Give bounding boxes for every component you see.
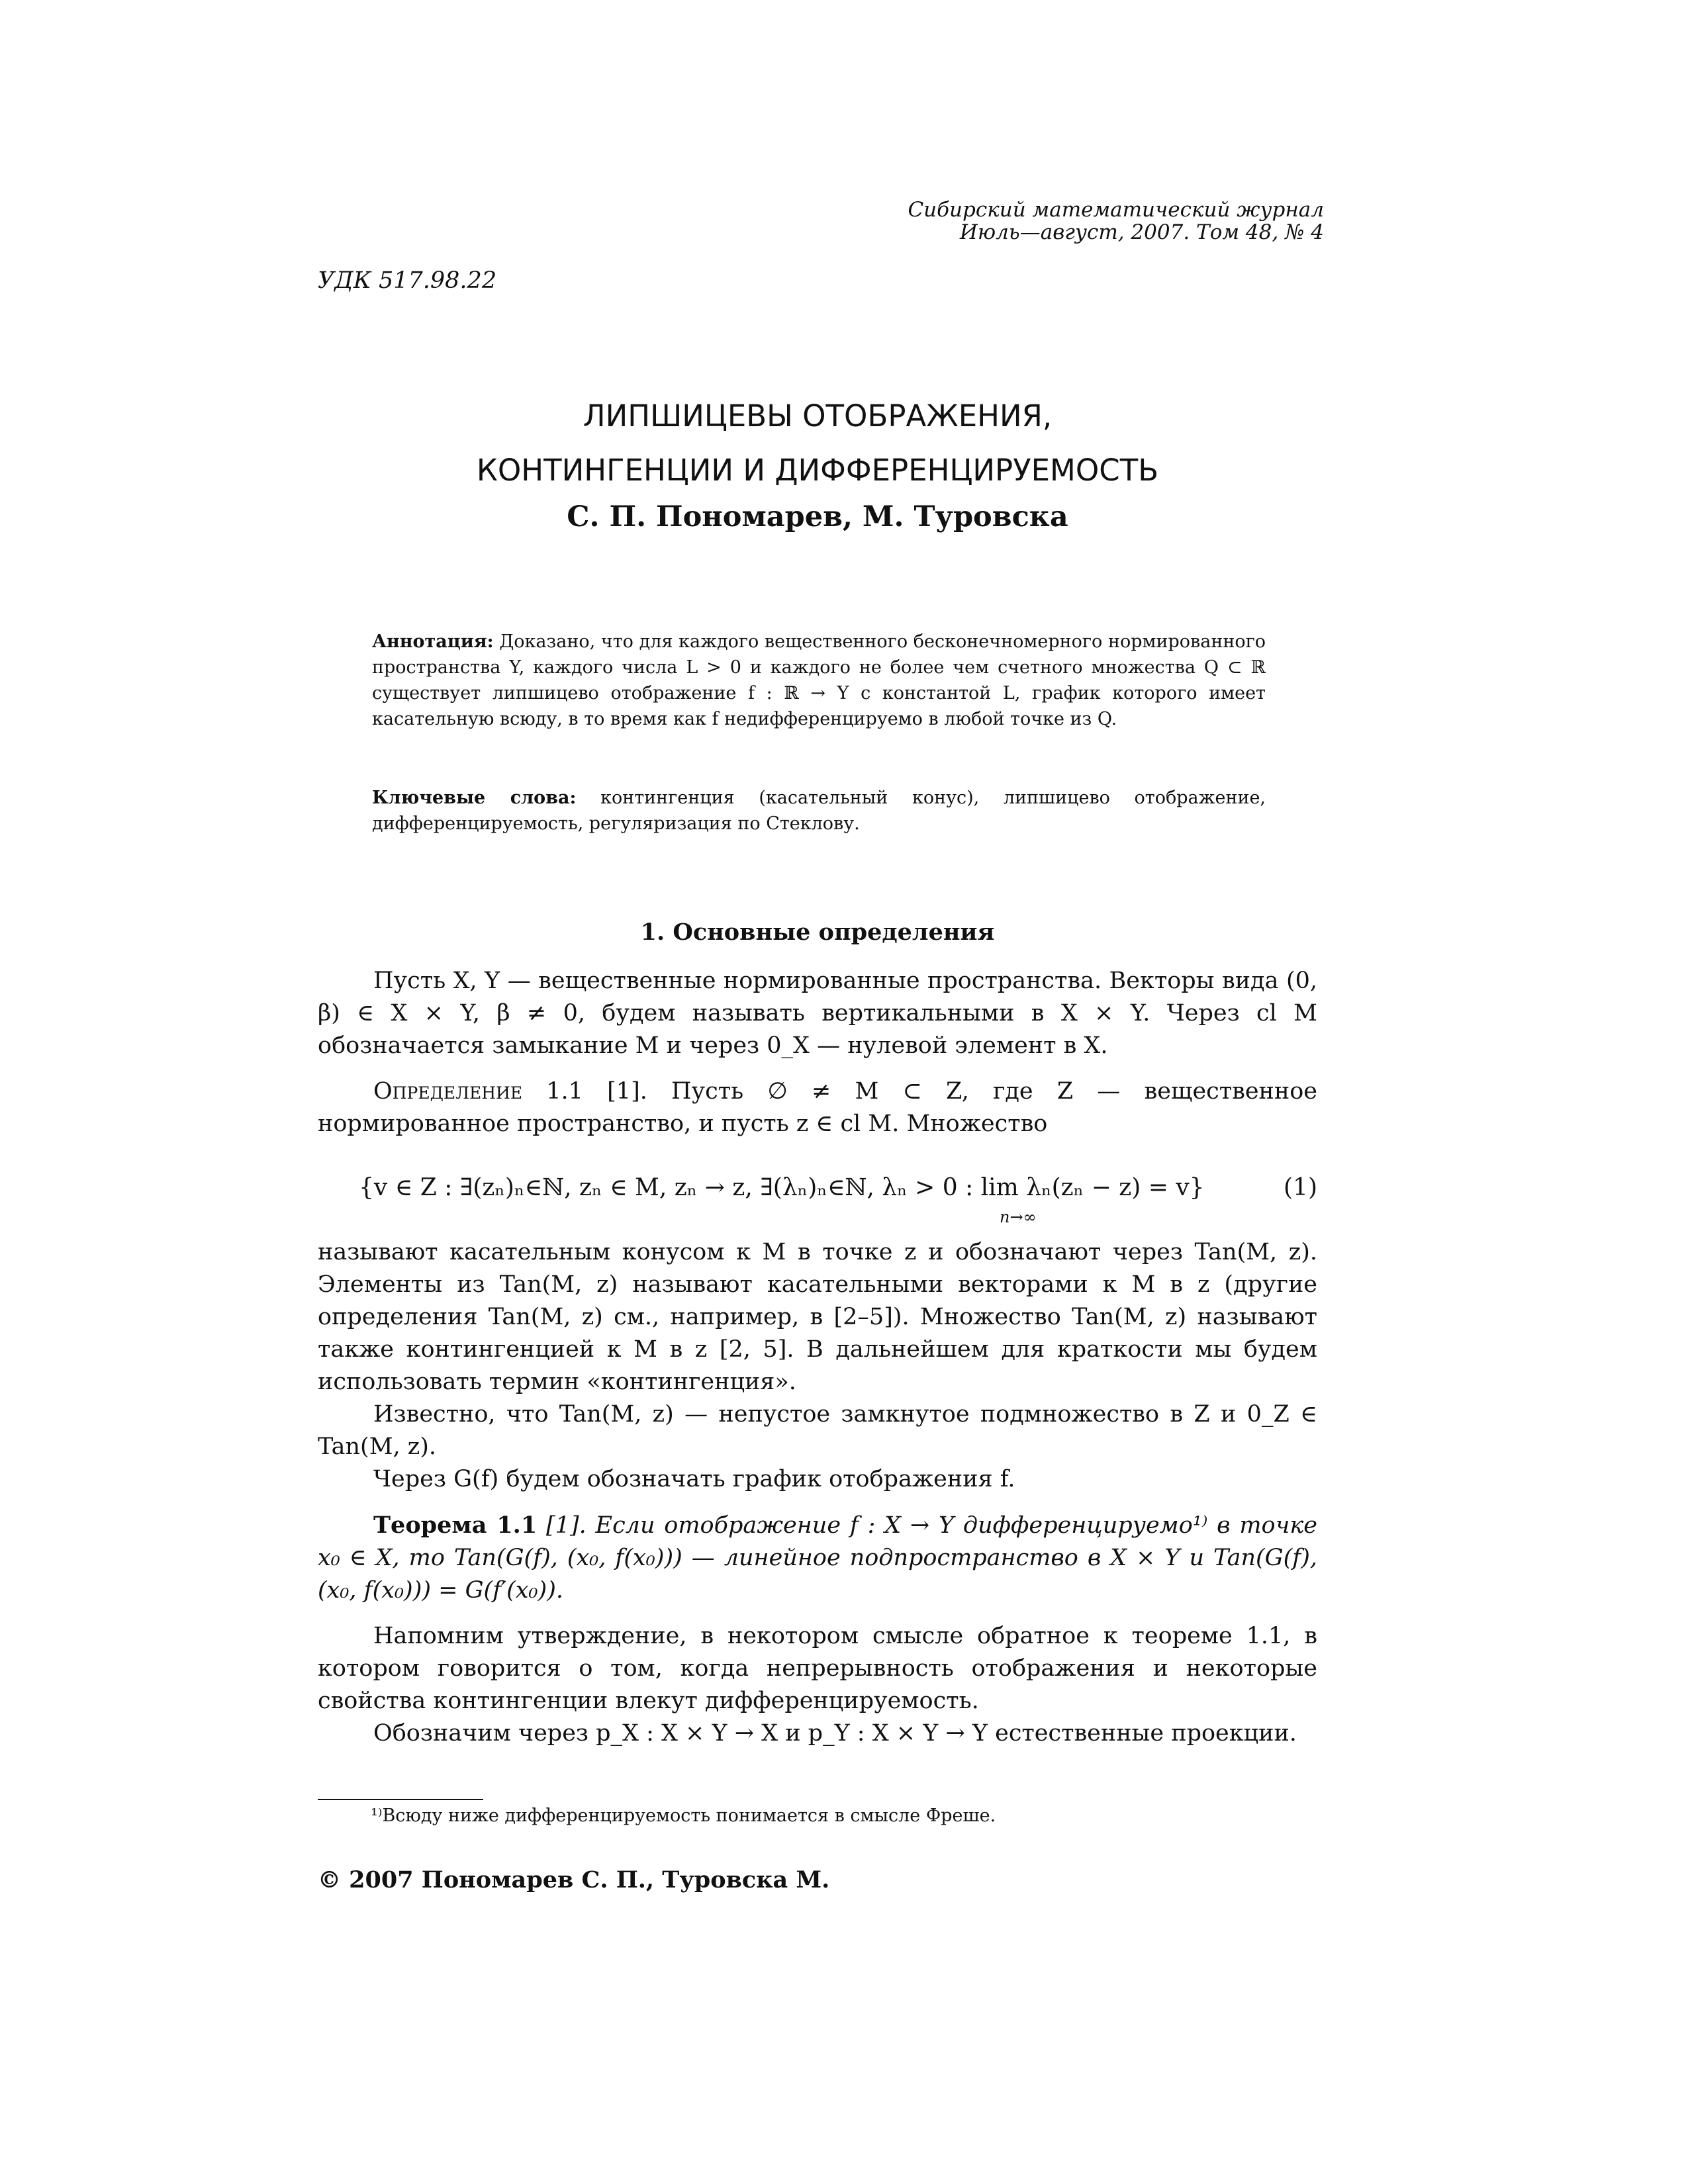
footnote-divider — [318, 1799, 483, 1800]
paragraph-6: Обозначим через p_X : X × Y → X и p_Y : X × Y → Y естественные проекции. — [373, 1720, 1297, 1747]
journal-header — [662, 199, 1324, 244]
theorem-label: Теорема 1.1 — [373, 1512, 538, 1539]
footnote: ¹⁾Всюду ниже дифференцируемость понимается в смысле Фреше. — [371, 1805, 996, 1826]
definition-label: Определение 1.1 — [373, 1078, 583, 1105]
section-body-bottom — [318, 1236, 1317, 1750]
section-body-top — [318, 965, 1317, 1140]
equation-number: (1) — [1284, 1174, 1317, 1201]
journal-issue: Июль—август, 2007. Том 48, № 4 — [959, 220, 1324, 244]
paragraph-5: Напомним утверждение, в некотором смысле обратное к теореме 1.1, в котором говорится о том, когда непрерывность отображения и некоторые свойства контингенции влекут дифференцируемость. — [318, 1623, 1317, 1714]
keywords — [372, 785, 1266, 837]
copyright: © 2007 Пономарев С. П., Туровска М. — [318, 1866, 830, 1893]
formula-limit-subscript: n→∞ — [1000, 1208, 1037, 1226]
journal-name: Сибирский математический журнал — [908, 198, 1324, 222]
paragraph-1: Пусть X, Y — вещественные нормированные пространства. Векторы вида (0, β) ∈ X × Y, β ≠ 0, будем называть вертикальными в X × Y. Через cl M обозначается замыкание M и через 0_X — нулевой элемент в X. — [318, 968, 1317, 1059]
authors: С. П. Пономарев, М. Туровска — [567, 500, 1068, 533]
keywords-label: Ключевые слова: — [372, 788, 577, 808]
udk-code: УДК 517.98.22 — [318, 267, 497, 294]
definition-1-1 — [318, 1075, 1317, 1140]
keywords-text: контингенция (касательный конус), липшицево отображение, дифференцируемость, регуляризация по Стеклову. — [372, 788, 1266, 834]
theorem-text: [1]. Если отображение f : X → Y дифференцируемо¹⁾ в точке x₀ ∈ X, то Tan(G(f), (x₀, f(x₀))) — линейное подпространство в X × Y и Tan(G(f), (x₀, f(x₀))) = G(f′(x₀)). — [318, 1512, 1317, 1604]
theorem-1-1 — [318, 1509, 1317, 1607]
paragraph-4: Через G(f) будем обозначать график отображения f. — [373, 1466, 1015, 1492]
abstract-text: Доказано, что для каждого вещественного бесконечномерного нормированного пространства Y, каждого числа L > 0 и каждого не более чем счетного множества Q ⊂ ℝ существует липшицево отображение f : ℝ → Y с константой L, график которого имеет касательную всюду, в то время как f недифференцируемо в любой точке из Q. — [372, 631, 1266, 729]
title-line-1: ЛИПШИЦЕВЫ ОТОБРАЖЕНИЯ, — [583, 398, 1053, 433]
definition-text: [1]. Пусть ∅ ≠ M ⊂ Z, где Z — вещественное нормированное пространство, и пусть z ∈ cl M. Множество — [318, 1078, 1317, 1137]
abstract — [372, 629, 1266, 732]
formula-1 — [318, 1171, 1317, 1224]
paragraph-3: Известно, что Tan(M, z) — непустое замкнутое подмножество в Z и 0_Z ∈ Tan(M, z). — [318, 1401, 1317, 1460]
title-line-2: КОНТИНГЕНЦИИ И ДИФФЕРЕНЦИРУЕМОСТЬ — [476, 453, 1159, 488]
paragraph-2: называют касательным конусом к M в точке z и обозначают через Tan(M, z). Элементы из Tan(M, z) называют касательными векторами к M в z (другие определения Tan(M, z) см., например, в [2–5]). Множество Tan(M, z) называют также контингенцией к M в z [2, 5]. В дальнейшем для краткости мы будем использовать термин «контингенция». — [318, 1239, 1317, 1395]
section-heading: 1. Основные определения — [640, 919, 995, 946]
formula-body: {v ∈ Z : ∃(zₙ)ₙ∈ℕ, zₙ ∈ M, zₙ → z, ∃(λₙ)ₙ∈ℕ, λₙ > 0 : lim λₙ(zₙ − z) = v} — [359, 1174, 1205, 1201]
paper-title — [318, 389, 1317, 498]
abstract-label: Аннотация: — [372, 631, 494, 652]
